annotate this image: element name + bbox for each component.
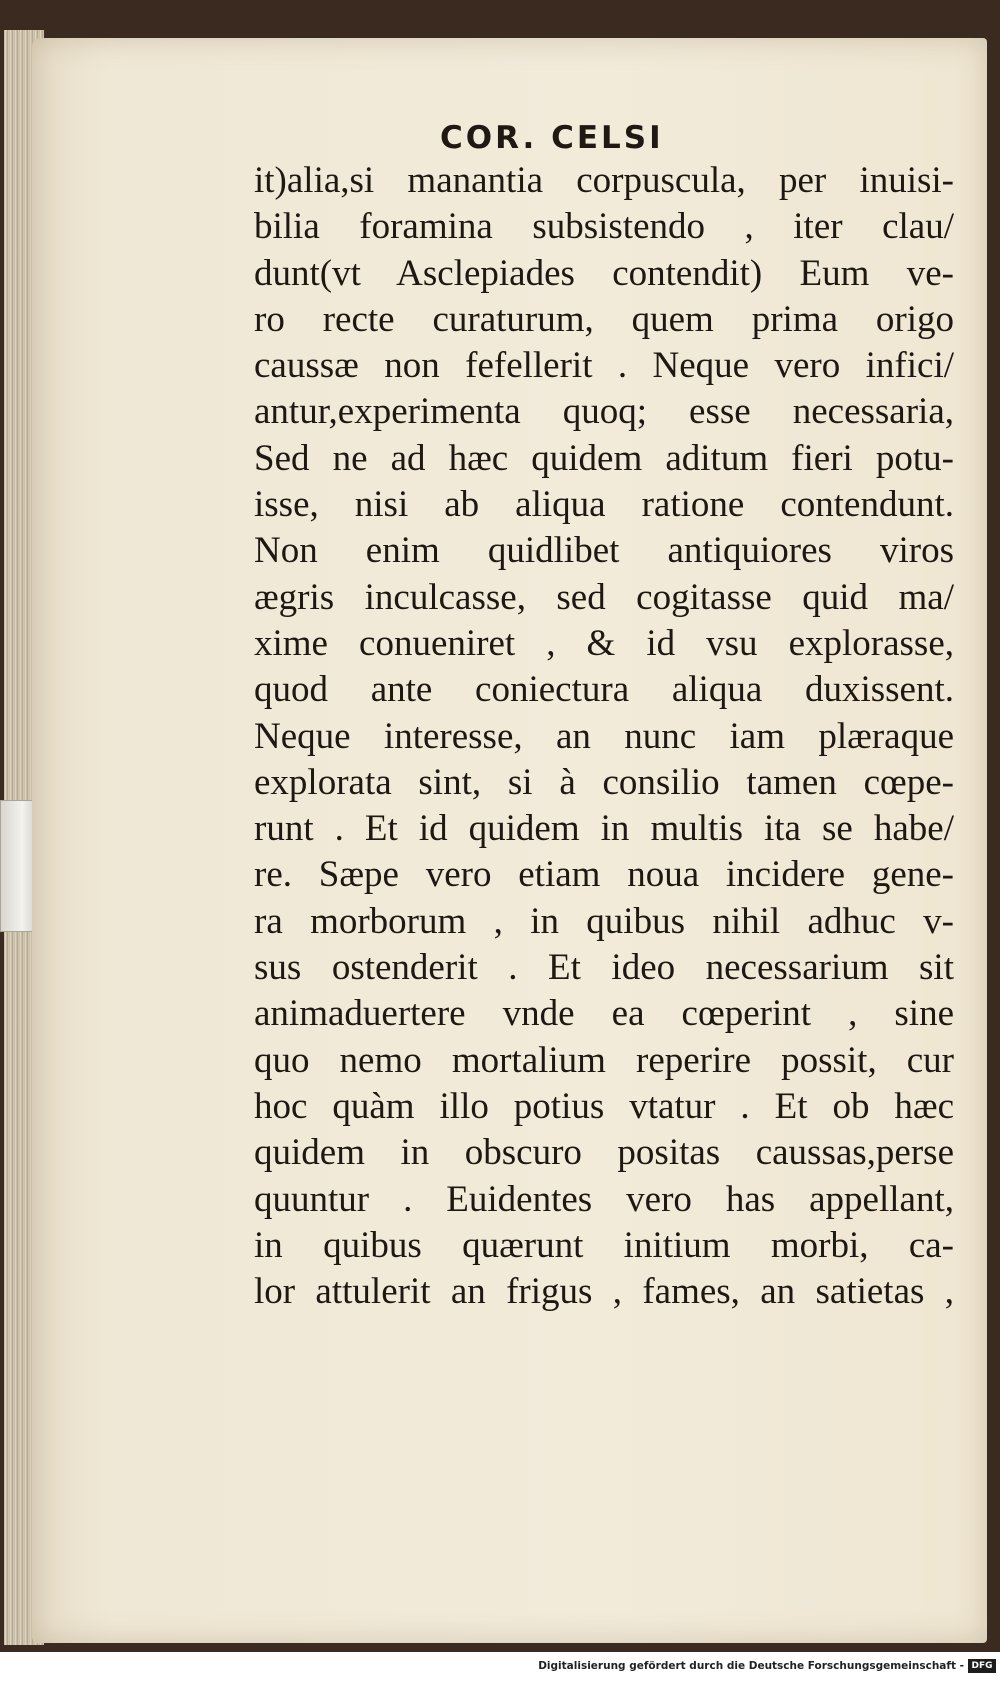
text-line: quuntur . Euidentes vero has appellant, [254, 1178, 954, 1220]
text-line: in quibus quærunt initium morbi, ca- [254, 1224, 954, 1266]
running-head: COR. CELSI [440, 120, 664, 156]
funding-credit: Digitalisierung gefördert durch die Deutsche Forschungsgemeinschaft - [538, 1660, 964, 1672]
text-line: ægris inculcasse, sed cogitasse quid ma/ [254, 576, 954, 618]
text-line: ra morborum , in quibus nihil adhuc v- [254, 900, 954, 942]
text-line: caussæ non fefellerit . Neque vero infici/ [254, 345, 954, 387]
text-line: isse, nisi ab aliqua ratione contendunt. [254, 484, 954, 526]
text-line: runt . Et id quidem in multis ita se habe/ [254, 808, 954, 850]
text-line: animaduertere vnde ea cœperint , sine [254, 993, 954, 1035]
text-line: explorata sint, si à consilio tamen cœpe- [254, 761, 954, 803]
text-line: sus ostenderit . Et ideo necessarium sit [254, 947, 954, 989]
text-line: Sed ne ad hæc quidem aditum fieri potu- [254, 437, 954, 479]
text-line: Non enim quidlibet antiquiores viros [254, 530, 954, 572]
text-line: it)alia,si manantia corpuscula, per inuisi- [254, 160, 954, 201]
text-line: antur,experimenta quoq; esse necessaria, [254, 391, 954, 433]
text-line: dunt(vt Asclepiades contendit) Eum ve- [254, 252, 954, 294]
text-line: hoc quàm illo potius vtatur . Et ob hæc [254, 1085, 954, 1127]
text-line: bilia foramina subsistendo , iter clau/ [254, 206, 954, 248]
text-line: Neque interesse, an nunc iam plæraque [254, 715, 954, 757]
text-line: quod ante coniectura aliqua duxissent. [254, 669, 954, 711]
text-line: lor attulerit an frigus , fames, an satietas , [254, 1271, 954, 1313]
text-line: quidem in obscuro positas caussas,perse [254, 1132, 954, 1174]
text-line: xime conueniret , & id vsu explorasse, [254, 622, 954, 664]
footer-bar [0, 1652, 1000, 1683]
page-text [254, 158, 954, 1315]
text-line: ro recte curaturum, quem prima origo [254, 298, 954, 340]
dfg-logo-icon: DFG [968, 1659, 996, 1673]
text-line: quo nemo mortalium reperire possit, cur [254, 1039, 954, 1081]
text-line: re. Sæpe vero etiam noua incidere gene- [254, 854, 954, 896]
